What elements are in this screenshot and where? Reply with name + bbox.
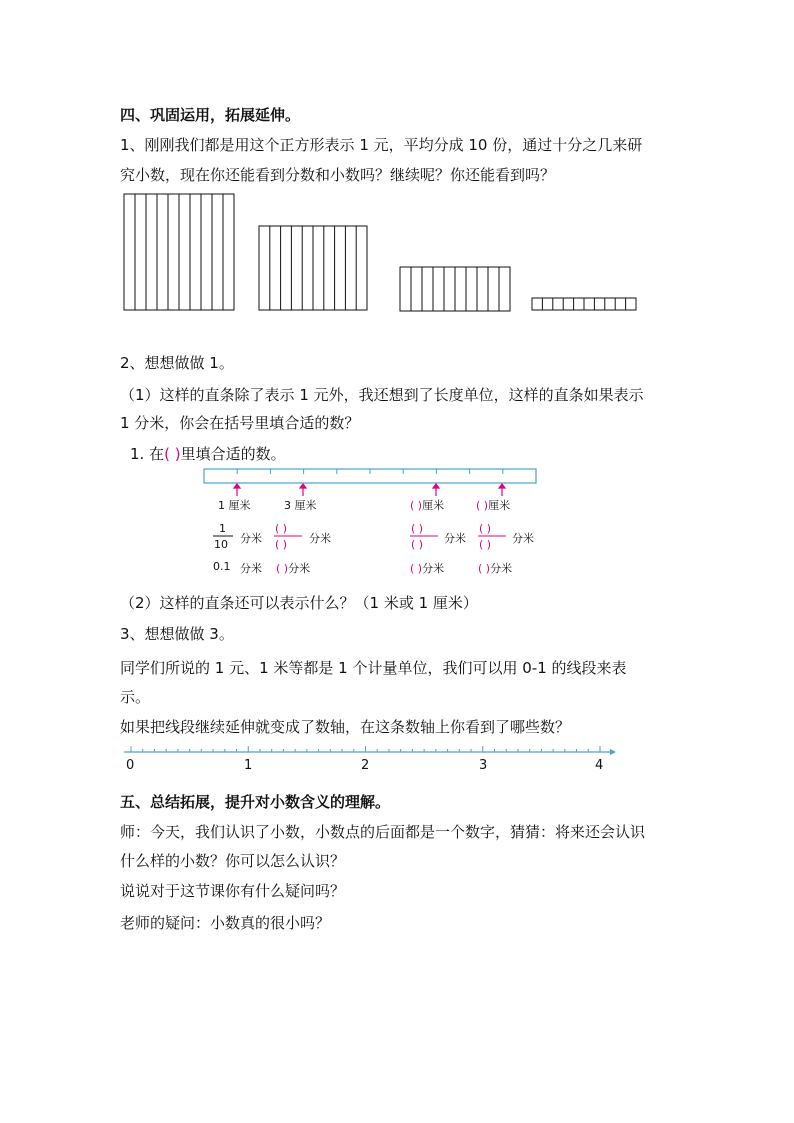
q2-p1-line2: 1 分米，你会在括号里填合适的数？ — [120, 414, 360, 432]
blank-frac-num-1[interactable]: ( ) — [275, 522, 288, 535]
q1-line2: 究小数，现在你还能看到分数和小数吗？继续呢？你还能看到吗？ — [120, 166, 556, 184]
blank-frac-den-1[interactable]: ( ) — [275, 538, 288, 551]
blank-decimal-3[interactable]: ( )分米 — [478, 562, 513, 575]
label-3cm: 3 厘米 — [284, 499, 317, 512]
blank-frac-den-2[interactable]: ( ) — [411, 538, 424, 551]
axis-label-3: 3 — [479, 758, 488, 773]
q3-title: 3、想想做做 3。 — [120, 625, 234, 643]
q2-p1-line1: （1）这样的直条除了表示 1 元外，我还想到了长度单位，这样的直条如果表示 — [120, 386, 644, 404]
blank-decimal-1[interactable]: ( )分米 — [276, 562, 311, 575]
divided-square-3 — [400, 267, 510, 311]
blank-decimal-2[interactable]: ( )分米 — [410, 562, 445, 575]
divided-square-4 — [532, 298, 636, 310]
s5-line4: 老师的疑问：小数真的很小吗？ — [120, 914, 331, 932]
q2-p2: （2）这样的直条还可以表示什么？（1 米或 1 厘米） — [120, 594, 478, 612]
blank-frac-den-3[interactable]: ( ) — [479, 538, 492, 551]
s5-line1: 师：今天，我们认识了小数，小数点的后面都是一个数字，猜猜：将来还会认识 — [120, 823, 646, 841]
s5-line2: 什么样的小数？你可以怎么认识？ — [120, 852, 346, 870]
exercise-prompt — [130, 443, 286, 464]
unit-dm-5: 分米 — [240, 562, 262, 575]
blank-frac-num-3[interactable]: ( ) — [479, 522, 492, 535]
exercise-prompt-num: 1. 在 — [130, 445, 165, 463]
blank-frac-num-2[interactable]: ( ) — [411, 522, 424, 535]
frac-denominator: 10 — [214, 538, 228, 551]
label-1cm: 1 厘米 — [218, 499, 251, 512]
exercise-prompt-paren: ( ) — [164, 445, 181, 463]
section4-heading: 四、巩固运用，拓展延伸。 — [120, 106, 301, 124]
unit-dm-3: 分米 — [444, 532, 466, 545]
blank-cm-1[interactable]: ( )厘米 — [410, 499, 445, 512]
divided-square-2 — [259, 226, 367, 310]
divided-square-1 — [124, 194, 234, 310]
axis-label-4: 4 — [595, 758, 604, 773]
unit-dm-2: 分米 — [309, 532, 331, 545]
section5-heading: 五、总结拓展，提升对小数含义的理解。 — [120, 793, 391, 811]
q3-line2: 示。 — [120, 688, 151, 706]
axis-label-2: 2 — [361, 758, 370, 773]
decimal-0-1: 0.1 — [213, 560, 231, 573]
unit-dm-4: 分米 — [512, 532, 534, 545]
q1-line1: 1、刚刚我们都是用这个正方形表示 1 元，平均分成 10 份，通过十分之几来研 — [120, 136, 643, 154]
q2-title: 2、想想做做 1。 — [120, 354, 234, 372]
frac-numerator: 1 — [219, 522, 226, 535]
axis-label-1: 1 — [244, 758, 253, 773]
q3-line1: 同学们所说的 1 元、1 米等都是 1 个计量单位，我们可以用 0-1 的线段来表 — [120, 659, 627, 677]
axis-label-0: 0 — [126, 758, 135, 773]
blank-cm-2[interactable]: ( )厘米 — [476, 499, 511, 512]
unit-dm-1: 分米 — [240, 532, 262, 545]
exercise-prompt-rest: 里填合适的数。 — [180, 445, 286, 463]
s5-line3: 说说对于这节课你有什么疑问吗？ — [120, 882, 346, 900]
q3-line3: 如果把线段继续延伸就变成了数轴，在这条数轴上你看到了哪些数？ — [120, 718, 571, 736]
